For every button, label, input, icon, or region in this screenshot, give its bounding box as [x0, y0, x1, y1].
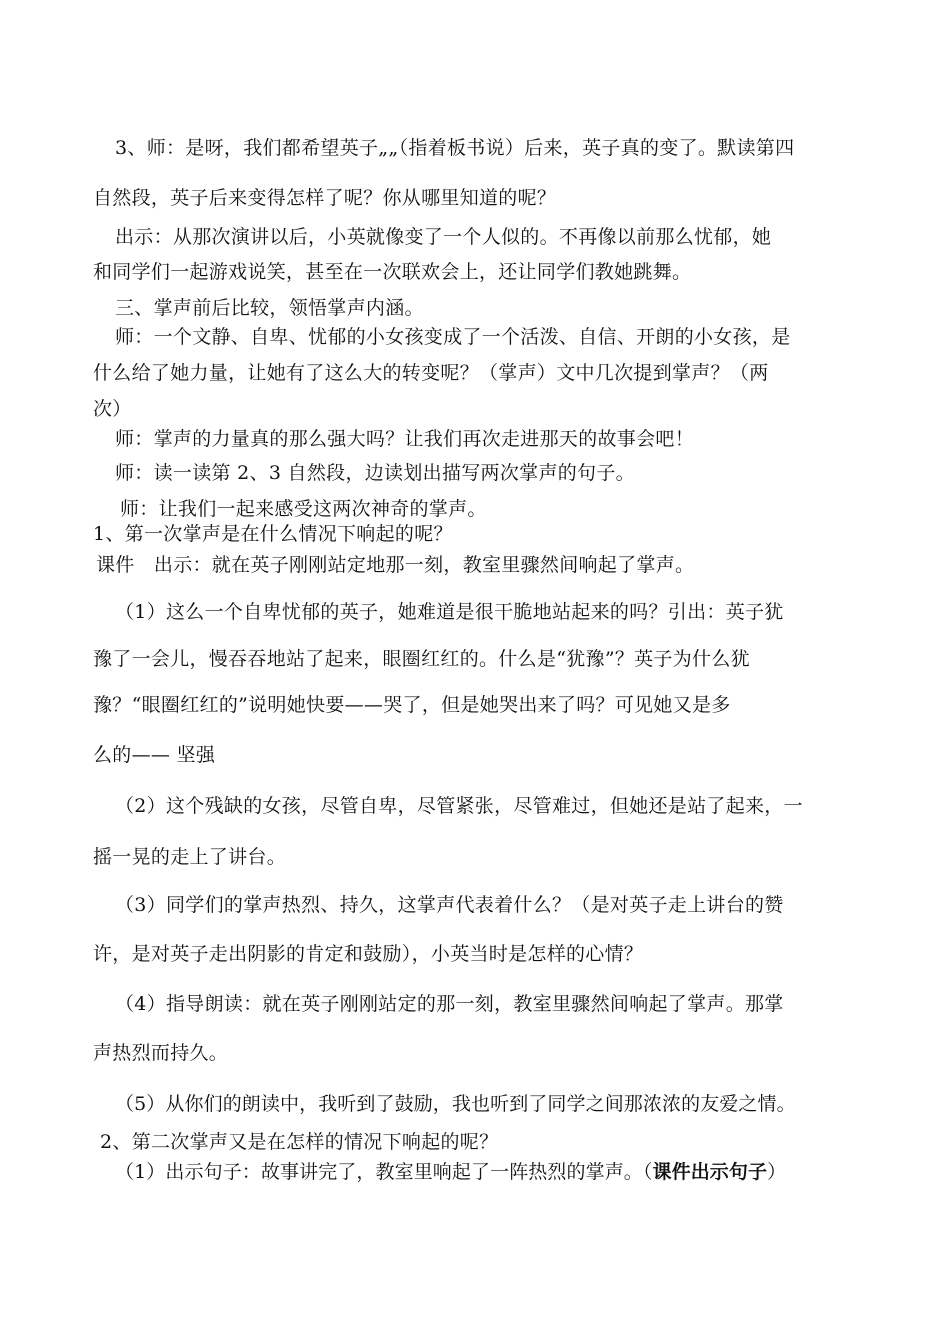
- text-line: 许，是对英子走出阴影的肯定和鼓励），小英当时是怎样的心情？: [93, 943, 644, 965]
- text-line: 出示：从那次演讲以后，小英就像变了一个人似的。不再像以前那么忧郁，她: [115, 226, 772, 248]
- text-line: 3、师：是呀，我们都希望英子„„（指着板书说）后来，英子真的变了。默读第四: [115, 137, 795, 159]
- text-line: （5）从你们的朗读中，我听到了鼓励，我也听到了同学之间那浓浓的友爱之情。: [115, 1093, 796, 1115]
- text-line: 师：读一读第 2、3 自然段，边读划出描写两次掌声的句子。: [115, 462, 635, 484]
- text-line: 摇一晃的走上了讲台。: [93, 846, 287, 868]
- text-line: [115, 1160, 786, 1184]
- text-line: 课件 出示：就在英子刚刚站定地那一刻，教室里骤然间响起了掌声。: [96, 554, 695, 576]
- subheading-second-applause: 2、第二次掌声又是在怎样的情况下响起的呢？: [100, 1131, 499, 1153]
- text-line: （4）指导朗读：就在英子刚刚站定的那一刻，教室里骤然间响起了掌声。那掌: [115, 993, 784, 1015]
- text-line: 豫？“眼圈红红的”说明她快要——哭了，但是她哭出来了吗？可见她又是多: [93, 694, 731, 716]
- text-line: 豫了一会儿，慢吞吞地站了起来，眼圈红红的。什么是“犹豫”？英子为什么犹: [93, 648, 750, 670]
- text-line: 师：一个文静、自卑、忧郁的小女孩变成了一个活泼、自信、开朗的小女孩，是: [115, 326, 791, 348]
- text-line: 什么给了她力量，让她有了这么大的转变呢？（掌声）文中几次提到掌声？（两: [93, 362, 769, 384]
- bold-courseware-note: 课件出示句子: [652, 1161, 768, 1183]
- text-line: （1）这么一个自卑忧郁的英子，她难道是很干脆地站起来的吗？引出：英子犹: [115, 601, 784, 623]
- text-line-part: ）: [767, 1161, 787, 1183]
- text-line: 和同学们一起游戏说笑，甚至在一次联欢会上，还让同学们教她跳舞。: [93, 261, 692, 283]
- text-line: （3）同学们的掌声热烈、持久，这掌声代表着什么？（是对英子走上讲台的赞: [115, 894, 784, 916]
- subheading-first-applause: 1、第一次掌声是在什么情况下响起的呢？: [93, 523, 453, 545]
- section-heading: 三、掌声前后比较，领悟掌声内涵。: [115, 297, 424, 319]
- text-line: 声热烈而持久。: [93, 1042, 229, 1064]
- text-line: 师：掌声的力量真的那么强大吗？让我们再次走进那天的故事会吧！: [115, 428, 695, 450]
- text-line-part: （1）出示句子：故事讲完了，教室里响起了一阵热烈的掌声。（: [115, 1161, 653, 1183]
- text-line: 么的—— 坚强: [93, 744, 216, 766]
- text-line: 次）: [93, 398, 132, 420]
- text-line: 师：让我们一起来感受这两次神奇的掌声。: [120, 498, 487, 520]
- text-line: （2）这个残缺的女孩，尽管自卑，尽管紧张，尽管难过，但她还是站了起来，一: [115, 795, 803, 817]
- text-line: 自然段，英子后来变得怎样了呢？你从哪里知道的呢？: [93, 187, 557, 209]
